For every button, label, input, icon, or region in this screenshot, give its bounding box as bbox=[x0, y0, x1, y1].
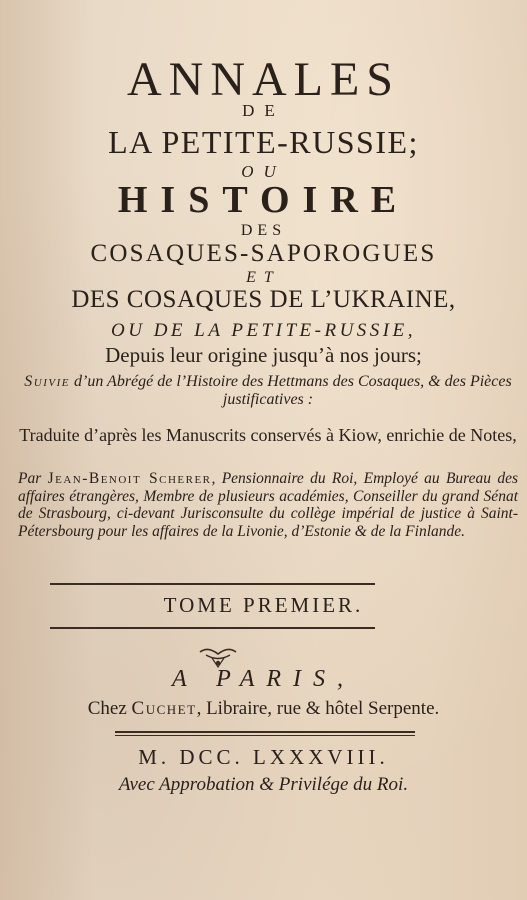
suivie-lead: Suivie bbox=[24, 373, 70, 390]
author-paragraph bbox=[18, 470, 518, 540]
par-lead: Par bbox=[18, 470, 42, 487]
title-ou-petite-russie: OU DE LA PETITE-RUSSIE, bbox=[111, 320, 416, 341]
title-depuis: Depuis leur origine jusqu’à nos jours; bbox=[105, 343, 422, 367]
tome-label: TOME PREMIER. bbox=[163, 593, 364, 617]
fleuron-ornament-icon bbox=[198, 646, 238, 668]
author-name: Jean-Benoit Scherer bbox=[47, 470, 212, 487]
double-rule-bottom bbox=[115, 735, 415, 736]
title-annales: ANNALES bbox=[127, 53, 400, 106]
title-histoire: HISTOIRE bbox=[117, 179, 410, 221]
title-petite-russie: LA PETITE-RUSSIE; bbox=[108, 124, 419, 160]
suivie-text: d’un Abrégé de l’Histoire des Hettmans des Cosaques, & des Pièces justificatives : bbox=[70, 373, 512, 408]
traduite-paragraph: Traduite d’après les Manuscrits conservés à Kiow, enrichie de Notes, bbox=[19, 425, 517, 445]
title-ou: OU bbox=[241, 162, 286, 181]
title-de: DE bbox=[242, 101, 285, 120]
top-rule bbox=[50, 583, 375, 585]
approbation-line: Avec Approbation & Privilége du Roi. bbox=[118, 774, 409, 795]
title-cosaques-ukraine: DES COSAQUES DE L’UKRAINE, bbox=[71, 286, 456, 313]
double-rule-top bbox=[115, 731, 415, 733]
author-credentials: , Pensionnaire du Roi, Employé au Bureau des affaires étrangères, Membre de plusieurs académies, Conseiller du grand Sénat de Strasbourg, ci-devant Jurisconsulte du collège impérial de justice à Saint-Pétersbourg pour les affaires de la Livonie, d’Estonie & de la Finlande. bbox=[18, 470, 518, 540]
place-paris: A PARIS, bbox=[171, 666, 356, 692]
publisher-lead: Chez bbox=[87, 698, 132, 719]
suivie-paragraph bbox=[18, 373, 518, 409]
publisher-line bbox=[0, 698, 527, 720]
title-des: DES bbox=[240, 222, 287, 239]
publisher-name: Cuchet bbox=[131, 698, 197, 719]
title-et: ET bbox=[246, 269, 281, 286]
publication-date: M. DCC. LXXXVIII. bbox=[138, 745, 389, 769]
title-cosaques-saporogues: COSAQUES-SAPOROGUES bbox=[90, 240, 437, 267]
publisher-address: , Libraire, rue & hôtel Serpente. bbox=[196, 698, 440, 719]
bottom-rule bbox=[50, 627, 375, 629]
